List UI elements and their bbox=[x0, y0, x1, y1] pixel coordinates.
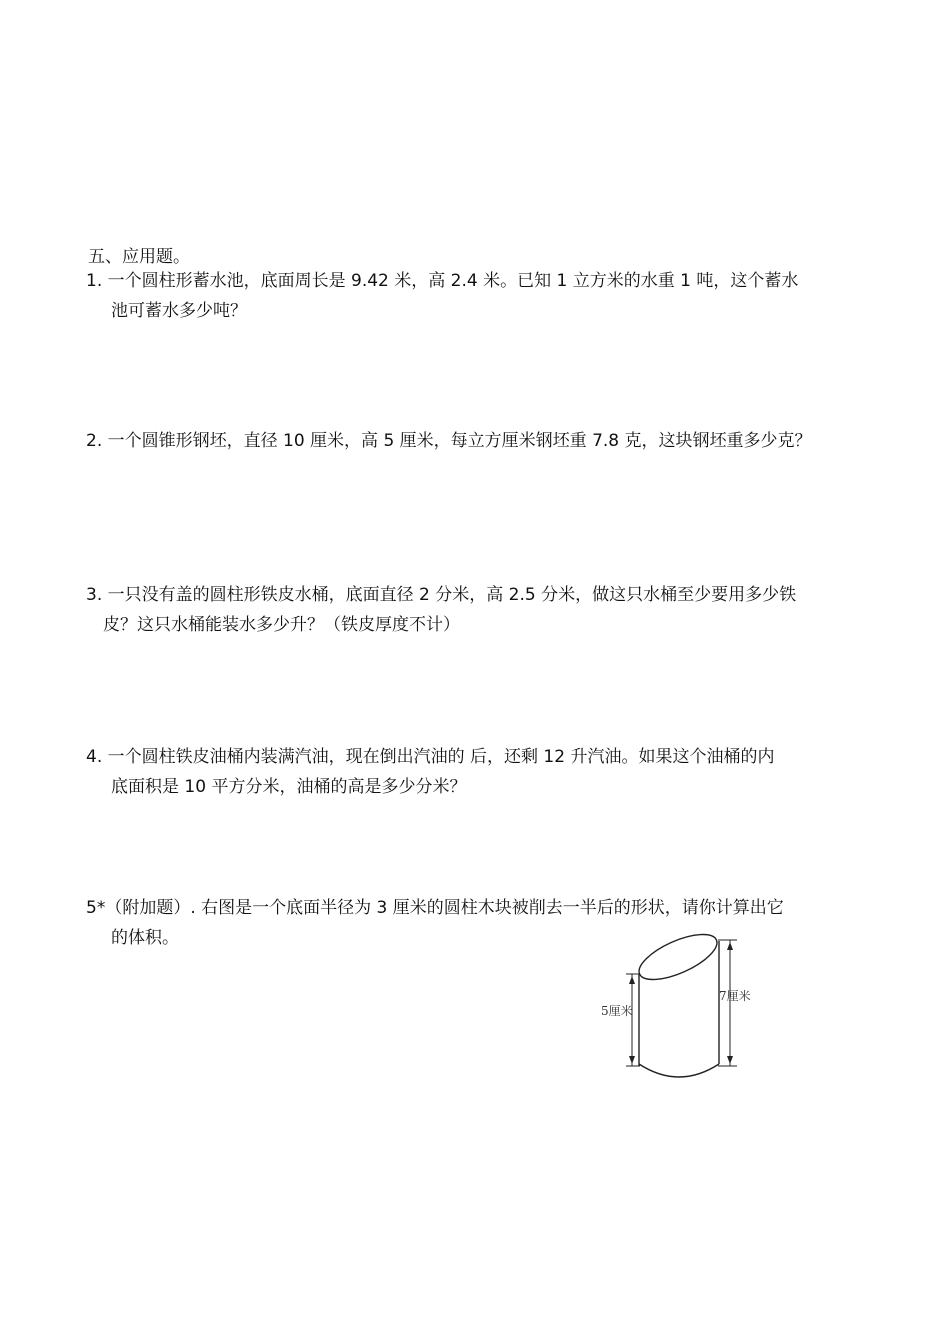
question-2-line1: 2. 一个圆锥形钢坯，直径 10 厘米，高 5 厘米，每立方厘米钢坯重 7.8 克，这块钢坯重多少克？ bbox=[86, 431, 812, 451]
left-height-label: 5厘米 bbox=[601, 1004, 633, 1018]
question-3-line2: 皮？这只水桶能装水多少升？（铁皮厚度不计） bbox=[103, 615, 460, 635]
question-2 bbox=[86, 426, 876, 456]
question-4 bbox=[86, 742, 876, 802]
cut-cylinder-figure bbox=[596, 926, 776, 1086]
question-1-line1: 1. 一个圆柱形蓄水池，底面周长是 9.42 米，高 2.4 米。已知 1 立方米的水重 1 吨，这个蓄水 bbox=[86, 271, 799, 291]
question-4-line2: 底面积是 10 平方分米，油桶的高是多少分米？ bbox=[111, 777, 467, 797]
section-title: 五、应用题。 bbox=[88, 247, 190, 267]
question-4-line1: 4. 一个圆柱铁皮油桶内装满汽油，现在倒出汽油的 后，还剩 12 升汽油。如果这个油桶的内 bbox=[86, 747, 775, 767]
cylinder-bottom-arc bbox=[639, 1064, 719, 1077]
right-height-label: 7厘米 bbox=[719, 989, 751, 1003]
question-5-line1: 5*（附加题）. 右图是一个底面半径为 3 厘米的圆柱木块被削去一半后的形状，请你计算出它 bbox=[86, 898, 784, 918]
cylinder-top-ellipse bbox=[633, 926, 723, 989]
question-1 bbox=[86, 266, 876, 326]
question-3-line1: 3. 一只没有盖的圆柱形铁皮水桶，底面直径 2 分米，高 2.5 分米，做这只水桶至少要用多少铁 bbox=[86, 585, 797, 605]
question-5-line2: 的体积。 bbox=[111, 928, 179, 948]
question-1-line2: 池可蓄水多少吨？ bbox=[111, 301, 247, 321]
question-3 bbox=[86, 580, 876, 640]
